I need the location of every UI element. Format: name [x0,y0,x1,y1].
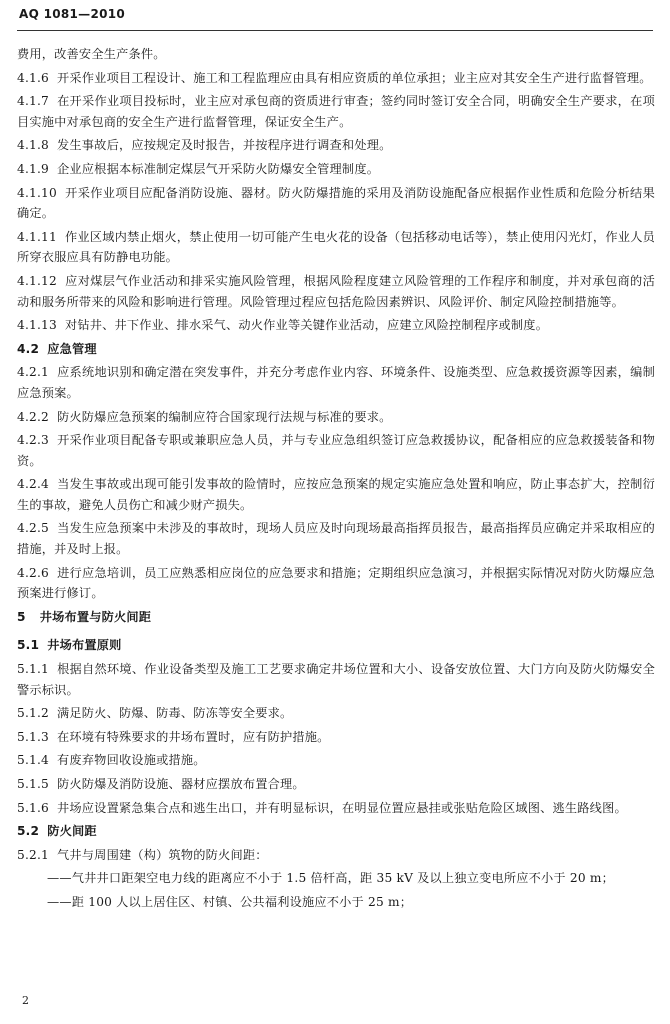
clause-5-2-1: 5.2.1 气井与周围建（构）筑物的防火间距： [17,847,268,862]
clause-4-2-4: 4.2.4 当发生事故或出现可能引发事故的险情时，应按应急预案的规定实施应急处置和响应，防止事态扩大，控制衍生的事故，避免人员伤亡和减少财产损失。 [17,477,655,512]
dash-item: ——气井井口距架空电力线的距离应不小于 1.5 倍杆高，距 35 kV 及以上独立变电所应不小于 20 m； [47,871,614,886]
page-number: 2 [22,994,29,1007]
header-rule [17,30,653,31]
paragraph: 费用，改善安全生产条件。 [17,47,166,61]
heading-5: 5 井场布置与防火间距 [17,609,152,624]
clause-4-2-6: 4.2.6 进行应急培训，员工应熟悉相应岗位的应急要求和措施；定期组织应急演习，并根据实际情况对防火防爆应急预案进行修订。 [17,565,655,601]
heading-4-2: 4.2 应急管理 [17,341,97,356]
clause-4-1-10: 4.1.10 开采作业项目应配备消防设施、器材。防火防爆措施的采用及消防设施配备应根据作业性质和危险分析结果确定。 [17,185,655,221]
clause-4-1-9: 4.1.9 企业应根据本标准制定煤层气开采防火防爆安全管理制度。 [17,161,380,176]
clause-4-1-13: 4.1.13 对钻井、井下作业、排水采气、动火作业等关键作业活动，应建立风险控制程序或制度。 [17,318,549,333]
heading-5-2: 5.2 防火间距 [17,824,97,839]
document-body [17,44,655,913]
clause-5-1-4: 5.1.4 有废弃物回收设施或措施。 [17,753,206,768]
clause-5-1-3: 5.1.3 在环境有特殊要求的井场布置时，应有防护措施。 [17,729,330,744]
clause-5-1-5: 5.1.5 防火防爆及消防设施、器材应摆放布置合理。 [17,777,305,791]
clause-4-1-12: 4.1.12 应对煤层气作业活动和排采实施风险管理，根据风险程度建立风险管理的工作程序和制度，并对承包商的活动和服务所带来的风险和影响进行管理。风险管理过程应包括危险因素辨识、风险评价、制定风险控制措施等。 [17,273,655,309]
clause-5-1-2: 5.1.2 满足防火、防爆、防毒、防冻等安全要求。 [17,706,293,721]
clause-4-2-5: 4.2.5 当发生应急预案中未涉及的事故时，现场人员应及时向现场最高指挥员报告，最高指挥员应确定并采取相应的措施，并及时上报。 [17,521,655,557]
clause-4-1-11: 4.1.11 作业区域内禁止烟火，禁止使用一切可能产生电火花的设备（包括移动电话等），禁止使用闪光灯，作业人员所穿衣服应具有防静电功能。 [17,229,655,265]
clause-5-1-6: 5.1.6 井场应设置紧急集合点和逃生出口，并有明显标识，在明显位置应悬挂或张贴危险区域图、逃生路线图。 [17,800,627,815]
clause-4-1-6: 4.1.6 开采作业项目工程设计、施工和工程监理应由具有相应资质的单位承担；业主应对其安全生产进行监督管理。 [17,70,652,85]
dash-item: ——距 100 人以上居住区、村镇、公共福利设施应不小于 25 m； [47,894,413,909]
clause-4-2-1: 4.2.1 应系统地识别和确定潜在突发事件，并充分考虑作业内容、环境条件、设施类型、应急救援资源等因素，编制应急预案。 [17,365,655,400]
heading-5-1: 5.1 井场布置原则 [17,638,122,653]
clause-4-1-7: 4.1.7 在开采作业项目投标时，业主应对承包商的资质进行审查；签约同时签订安全合同，明确安全生产要求，在项目实施中对承包商的安全生产进行监督管理，保证安全生产。 [17,94,655,129]
clause-4-1-8: 4.1.8 发生事故后，应按规定及时报告，并按程序进行调查和处理。 [17,138,392,153]
clause-5-1-1: 5.1.1 根据自然环境、作业设备类型及施工工艺要求确定井场位置和大小、设备安放位置、大门方向及防火防爆安全警示标识。 [17,662,655,697]
standard-code: AQ 1081—2010 [19,7,126,21]
clause-4-2-2: 4.2.2 防火防爆应急预案的编制应符合国家现行法规与标准的要求。 [17,409,392,424]
clause-4-2-3: 4.2.3 开采作业项目配备专职或兼职应急人员，并与专业应急组织签订应急救援协议，配备相应的应急救援装备和物资。 [17,433,655,468]
